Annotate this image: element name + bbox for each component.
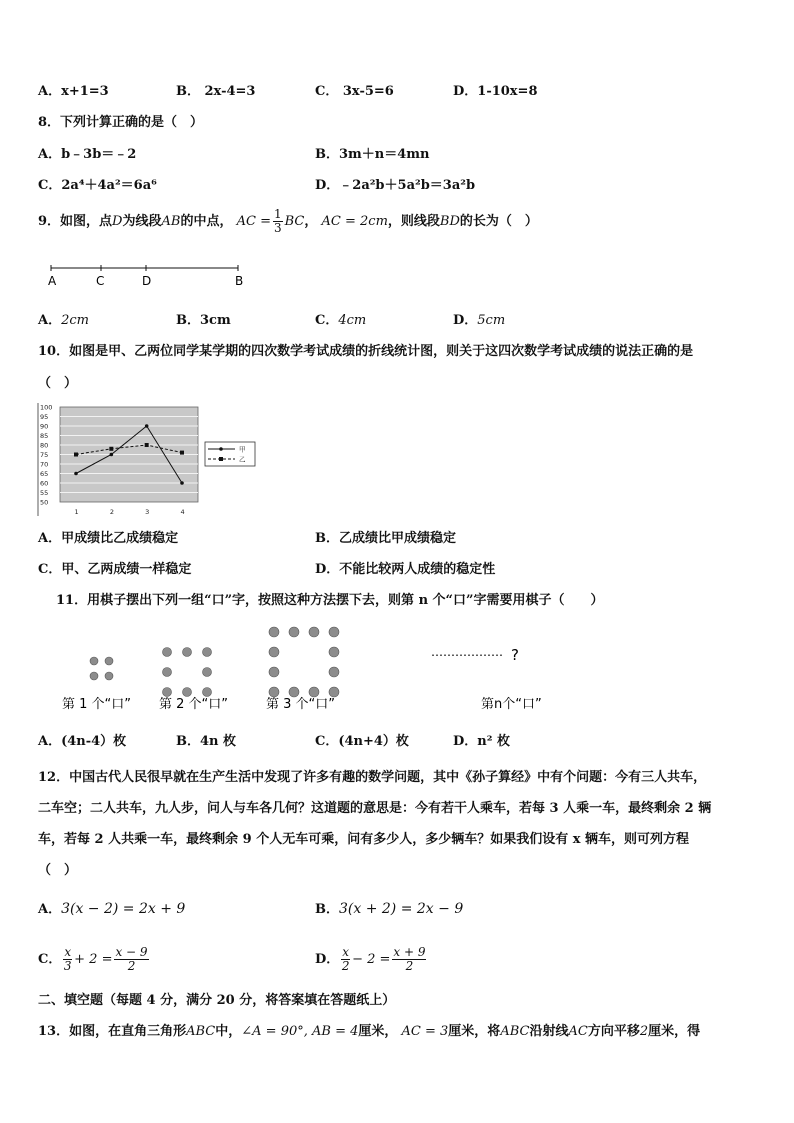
- q7-option-a: A．x+1=3: [38, 84, 109, 99]
- q7-option-b: B． 2x-4=3: [176, 84, 256, 99]
- q9-option-c: C．4cm: [315, 313, 367, 328]
- q13-stem: 13．如图，在直角三角形ABC中，∠A = 90°, AB = 4厘米， AC = 3厘米，将ABC沿射线AC方向平移2厘米，得: [38, 1024, 701, 1039]
- q9-fraction: $\frac{1}{3}$: [273, 207, 282, 235]
- legend-marker: [219, 457, 223, 461]
- x-tick-label: 4: [180, 508, 185, 516]
- q12-option-a: A．3(x − 2) = 2x + 9: [38, 901, 186, 917]
- q9-segment-figure: [40, 260, 260, 292]
- q8-stem: 8．下列计算正确的是（ ）: [38, 115, 204, 130]
- q8-option-a: A．b﹣3b＝﹣2: [38, 147, 137, 162]
- chess-piece: [329, 667, 339, 677]
- chess-piece: [203, 688, 212, 697]
- chess-piece: [269, 647, 279, 657]
- q12-option-b: B．3(x + 2) = 2x − 9: [315, 901, 464, 917]
- q11-caption-1: 第 1 个“口”: [62, 697, 132, 712]
- q11-caption-n: 第n个“口”: [481, 697, 542, 712]
- legend-marker: [219, 447, 223, 451]
- chess-piece: [289, 687, 299, 697]
- q8-option-d: D．﹣2a²b＋5a²b＝3a²b: [315, 178, 476, 193]
- y-tick-label: 65: [40, 470, 49, 478]
- chess-piece: [203, 668, 212, 677]
- point-s1: [180, 481, 184, 485]
- chess-piece: [163, 648, 172, 657]
- chess-piece: [309, 687, 319, 697]
- line-chart: [34, 400, 264, 522]
- q11-caption-3: 第 3 个“口”: [266, 697, 336, 712]
- q9-option-b: B．3cm: [176, 313, 231, 328]
- q12-paren: （ ）: [38, 863, 78, 878]
- point-s2: [145, 443, 149, 447]
- chess-piece: [329, 687, 339, 697]
- q10-option-d: D．不能比较两人成绩的稳定性: [315, 562, 496, 577]
- y-tick-label: 80: [40, 441, 49, 450]
- chess-piece: [329, 647, 339, 657]
- chess-piece: [105, 657, 113, 665]
- y-tick-label: 50: [40, 498, 49, 507]
- q12-option-d: D． $\frac{x}{2}$ − 2 = $\frac{x + 9}{2}$: [315, 945, 426, 973]
- q10-option-a: A．甲成绩比乙成绩稳定: [38, 531, 179, 546]
- q12-line-3: 车，若每 2 人共乘一车，最终剩余 9 个人无车可乘，问有多少人，多少辆车？如果我们设有 x 辆车，则可列方程: [38, 832, 689, 847]
- q11-option-c: C．(4n+4）枚: [315, 734, 409, 749]
- x-tick-label: 1: [74, 508, 79, 516]
- q9-stem: 9．如图，点D为线段AB的中点， AC = $\frac{1}{3}$ BC， AC = 2cm，则线段BD的长为（ ）: [38, 207, 538, 235]
- q8-option-b: B．3m＋n＝4mn: [315, 147, 430, 162]
- point-s2: [74, 453, 78, 457]
- q11-stem: 11．用棋子摆出下列一组“口”字，按照这种方法摆下去，则第 n 个“口”字需要用棋子（ ）: [56, 593, 604, 608]
- q7-option-d: D．1-10x=8: [453, 84, 538, 99]
- chess-piece: [183, 648, 192, 657]
- y-tick-label: 70: [40, 460, 49, 469]
- q9-label-b: B: [235, 274, 244, 288]
- q11-ellipsis: ………………: [431, 645, 503, 659]
- y-tick-label: 90: [40, 422, 49, 431]
- q10-option-c: C．甲、乙两成绩一样稳定: [38, 562, 192, 577]
- point-s2: [109, 447, 113, 451]
- chess-piece: [163, 688, 172, 697]
- point-s1: [74, 472, 78, 476]
- x-tick-label: 3: [145, 508, 150, 516]
- q11-caption-2: 第 2 个“口”: [159, 697, 229, 712]
- q12-line-1: 12．中国古代人民很早就在生产生活中发现了许多有趣的数学问题，其中《孙子算经》中有个问题：今有三人共车，: [38, 770, 707, 785]
- point-s2: [180, 451, 184, 455]
- q10-stem: 10．如图是甲、乙两位同学某学期的四次数学考试成绩的折线统计图，则关于这四次数学考试成绩的说法正确的是: [38, 344, 694, 359]
- point-s1: [110, 453, 114, 457]
- y-tick-label: 60: [40, 479, 49, 488]
- chess-piece: [183, 688, 192, 697]
- q11-pattern-figure: [56, 620, 566, 715]
- chess-piece: [163, 668, 172, 677]
- q11-option-d: D．n² 枚: [453, 734, 510, 749]
- q10-paren: （ ）: [38, 376, 78, 391]
- y-tick-label: 55: [40, 489, 49, 497]
- q12-option-c: C． $\frac{x}{3}$ + 2 = $\frac{x - 9}{2}$: [38, 945, 148, 973]
- q10-option-b: B．乙成绩比甲成绩稳定: [315, 531, 456, 546]
- x-tick-label: 2: [109, 508, 114, 516]
- chess-piece: [269, 627, 279, 637]
- q9-label-c: C: [96, 274, 105, 288]
- chess-piece: [329, 627, 339, 637]
- q7-option-c: C． 3x-5=6: [315, 84, 394, 99]
- q12-line-2: 二车空；二人共车，九人步，问人与车各几何？这道题的意思是：今有若干人乘车，若每 3 人乘一车，最终剩余 2 辆: [38, 801, 712, 816]
- y-tick-label: 75: [40, 451, 49, 459]
- chess-piece: [269, 667, 279, 677]
- y-tick-label: 85: [40, 432, 49, 440]
- chess-piece: [105, 672, 113, 680]
- y-tick-label: 95: [40, 413, 49, 421]
- legend-label-2: 乙: [239, 455, 246, 464]
- chess-piece: [203, 648, 212, 657]
- q8-option-c: C．2a⁴＋4a²＝6a⁶: [38, 178, 157, 193]
- y-tick-label: 100: [40, 403, 53, 412]
- q9-option-a: A．2cm: [38, 313, 89, 328]
- q9-label-a: A: [48, 274, 57, 288]
- q11-option-a: A．(4n-4）枚: [38, 734, 127, 749]
- q9-option-d: D．5cm: [453, 313, 506, 328]
- chess-piece: [289, 627, 299, 637]
- q11-option-b: B．4n 枚: [176, 734, 237, 749]
- chess-piece: [309, 627, 319, 637]
- section-2-title: 二、填空题（每题 4 分，满分 20 分，将答案填在答题纸上）: [38, 993, 396, 1008]
- chess-piece: [269, 687, 279, 697]
- q11-question-mark: ?: [511, 646, 519, 664]
- legend: [205, 442, 255, 466]
- point-s1: [145, 424, 149, 428]
- chess-piece: [90, 657, 98, 665]
- legend-label-1: 甲: [239, 445, 246, 454]
- q9-label-d: D: [142, 274, 152, 288]
- chess-piece: [90, 672, 98, 680]
